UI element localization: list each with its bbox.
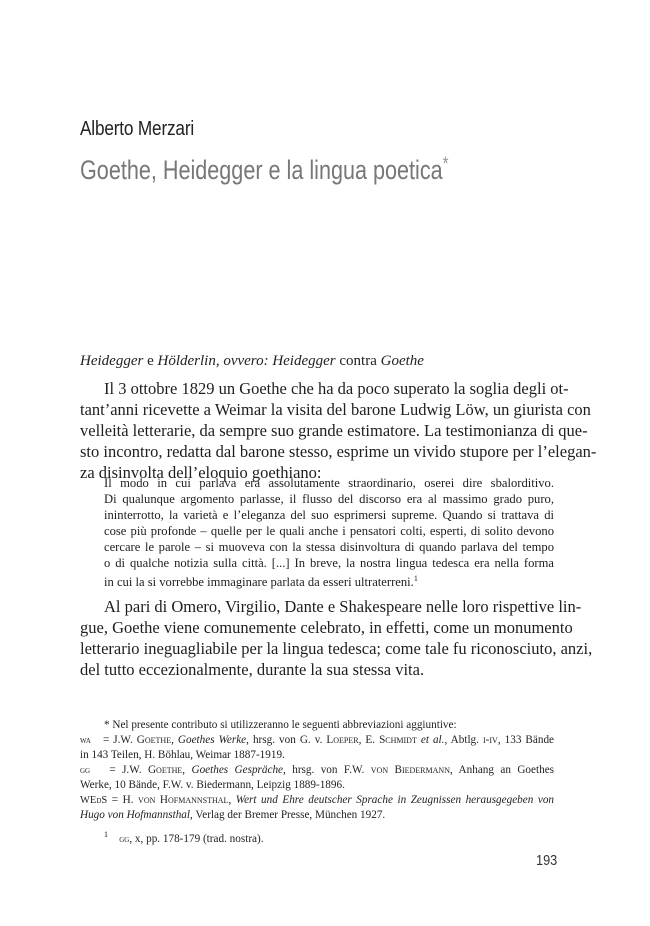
footnote-weds-line2	[80, 808, 554, 823]
text: , 133 Bände	[497, 734, 555, 746]
text: = H.	[107, 794, 139, 806]
block-quote	[104, 475, 554, 587]
text: ,	[182, 764, 192, 776]
footnote-reference[interactable]: 1	[413, 574, 418, 583]
italic-text: et al.	[420, 734, 445, 746]
quote-line: Di qualunque argomento parlasse, il flusso del discorso era al massimo grado puro,	[104, 492, 554, 506]
paragraph-line: del tutto eccezionalmente, durante la sua stessa vita.	[80, 660, 425, 679]
article-title-text: Goethe, Heidegger e la lingua poetica	[80, 155, 443, 185]
work-title: Goethes Werke	[177, 734, 247, 746]
paragraph-line: sto incontro, redatta dal barone stesso, esprime un vivido stupore per l’elegan-	[80, 442, 597, 461]
text: ,	[171, 734, 178, 746]
footnote-intro: * Nel presente contributo si utilizzeranno le seguenti abbreviazioni aggiuntive:	[104, 719, 457, 731]
footnotes	[80, 718, 555, 845]
abbreviation: WEdS	[80, 795, 108, 806]
text: , hrsg. von G. v.	[246, 734, 327, 746]
body-paragraph-2	[80, 596, 593, 680]
paragraph-line: Al pari di Omero, Virgilio, Dante e Shakespeare nelle loro rispettive lin-	[104, 597, 582, 616]
text: = J.W.	[90, 734, 137, 746]
paragraph-line: tant’anni ricevette a Weimar la visita del barone Ludwig Löw, un giurista con	[80, 400, 591, 419]
section-heading-part: Heidegger	[80, 353, 144, 369]
quote-line-text: in cui la si vorrebbe immaginare parlata da esseri ultraterreni.	[104, 575, 414, 589]
section-heading-part: contra	[335, 353, 381, 369]
paragraph-line: letterario ineguagliabile per la lingua tedesca; come tale fu riconosciuto, anzi,	[80, 639, 593, 658]
author-smallcaps: von Hofmannsthal	[138, 794, 229, 806]
work-title: Goethes Gespräche	[191, 764, 284, 776]
section-heading-part: e	[143, 353, 158, 369]
section-heading-part: Goethe	[380, 353, 424, 369]
abbreviation: gg	[80, 765, 91, 776]
author-smallcaps: Loeper	[326, 734, 359, 746]
quote-line	[104, 571, 554, 587]
footnote-gg-line1	[80, 763, 554, 778]
paragraph-line: velleità letterarie, da sempre suo grande estimatore. La testimonianza di que-	[80, 421, 588, 440]
author-smallcaps: Goethe	[136, 734, 172, 746]
paragraph-line: gue, Goethe viene comunemente celebrato, in effetti, come un monumento	[80, 618, 573, 637]
author-smallcaps: von Biedermann	[370, 764, 450, 776]
article-title	[80, 154, 449, 186]
footnote-gg-line2: Werke, 10 Bände, F.W. v. Biedermann, Leipzig 1889-1896.	[80, 779, 345, 791]
page-number: 193	[536, 852, 558, 869]
work-title: Wert und Ehre deutscher Sprache in Zeugnissen herausgegeben von	[235, 794, 555, 806]
footnote-weds-line1	[80, 793, 554, 808]
section-heading	[80, 353, 424, 370]
text: , Anhang an Goethes	[449, 764, 555, 776]
body-paragraph-1	[80, 378, 597, 483]
section-heading-part: Hölderlin, ovvero: Heidegger	[157, 353, 336, 369]
text: , hrsg. von F.W.	[283, 764, 371, 776]
text: , Verlag der Bremer Presse, München 1927.	[190, 809, 386, 821]
footnote-text: , x, pp. 178-179 (trad. nostra).	[129, 833, 264, 845]
quote-line: Il modo in cui parlava era assolutamente straordinario, oserei dire sbalorditivo.	[104, 476, 554, 490]
author-smallcaps: Goethe	[147, 764, 183, 776]
quote-line: ininterrotto, la varietà e l’eleganza del suo esprimersi supreme. Quando si trattava di	[104, 508, 554, 522]
roman-numerals: i-iv	[482, 734, 498, 746]
quote-line: o di qualche notizia sulla città. [...] In breve, la nostra lingua tedesca era nella forma	[104, 556, 554, 570]
author-name: Alberto Merzari	[80, 118, 195, 140]
text: , E.	[358, 734, 380, 746]
abbreviation: wa	[80, 735, 91, 746]
paragraph-line: za disinvolta dell’eloquio goethiano:	[80, 463, 322, 482]
footnote-number: 1	[104, 830, 108, 839]
footnote-wa-line2: in 143 Teilen, H. Böhlau, Weimar 1887-1919.	[80, 749, 285, 761]
footnote-wa-line1	[80, 733, 554, 748]
quote-line: cercare le parole – si muoveva con la stessa disinvoltura di quando parlava del tempo	[104, 540, 554, 554]
footnote-1	[80, 827, 554, 845]
quote-line: cose più profonde – quelle per le quali anche i pensatori colti, esperti, di solito devono	[104, 524, 554, 538]
title-footnote-marker: *	[442, 154, 449, 175]
abbreviation: gg	[119, 834, 130, 845]
text: , Abtlg.	[444, 734, 483, 746]
paragraph-line: Il 3 ottobre 1829 un Goethe che ha da poco superato la soglia degli ot-	[104, 379, 569, 398]
author-smallcaps: Schmidt	[379, 734, 417, 746]
work-title: Hugo von Hofmannsthal	[80, 809, 191, 821]
text: = J.W.	[90, 764, 148, 776]
text: ,	[228, 794, 236, 806]
